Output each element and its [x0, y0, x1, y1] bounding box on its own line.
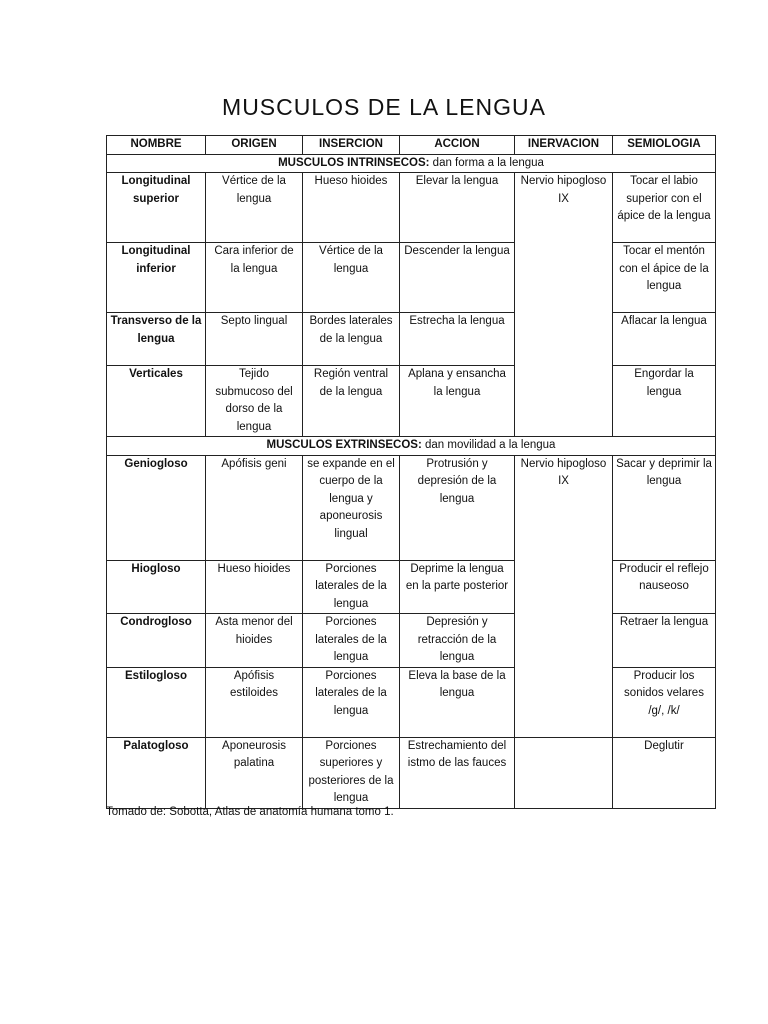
cell-accion: Estrechamiento del istmo de las fauces [400, 737, 515, 808]
cell-semiologia: Deglutir [613, 737, 716, 808]
header-semiologia: SEMIOLOGIA [613, 136, 716, 155]
cell-insercion: Bordes laterales de la lengua [303, 313, 400, 366]
cell-origen: Aponeurosis palatina [206, 737, 303, 808]
section-label: MUSCULOS EXTRINSECOS: [266, 439, 422, 451]
section-label: MUSCULOS INTRINSECOS: [278, 156, 430, 169]
cell-semiologia: Producir el reflejo nauseoso [613, 560, 716, 614]
header-inervacion: INERVACION [515, 136, 613, 155]
cell-accion: Estrecha la lengua [400, 313, 515, 366]
table-row [107, 560, 716, 614]
cell-insercion: Región ventral de la lengua [303, 366, 400, 437]
page-title: MUSCULOS DE LA LENGUA [222, 94, 546, 120]
cell-origen: Cara inferior de la lengua [206, 243, 303, 313]
section-desc: dan forma a la lengua [429, 156, 544, 169]
cell-semiologia: Sacar y deprimir la lengua [613, 455, 716, 560]
table-row [107, 667, 716, 737]
cell-inervacion-extrinsic: Nervio hipogloso IX [515, 455, 613, 737]
table-row [107, 313, 716, 366]
header-row [107, 136, 716, 155]
table-row [107, 173, 716, 243]
cell-insercion: Porciones laterales de la lengua [303, 560, 400, 614]
header-insercion: INSERCION [303, 136, 400, 155]
section-desc: dan movilidad a la lengua [421, 439, 556, 451]
cell-accion: Elevar la lengua [400, 173, 515, 243]
cell-inervacion-intrinsic: Nervio hipogloso IX [515, 173, 613, 437]
cell-nombre: Longitudinal superior [107, 173, 206, 243]
cell-semiologia: Engordar la lengua [613, 366, 716, 437]
header-accion: ACCION [400, 136, 515, 155]
cell-insercion: Porciones laterales de la lengua [303, 614, 400, 668]
cell-accion: Eleva la base de la lengua [400, 667, 515, 737]
cell-origen: Apófisis estiloides [206, 667, 303, 737]
header-nombre: NOMBRE [107, 136, 206, 155]
cell-accion: Aplana y ensancha la lengua [400, 366, 515, 437]
cell-origen: Apófisis geni [206, 455, 303, 560]
cell-accion: Descender la lengua [400, 243, 515, 313]
cell-insercion: Porciones laterales de la lengua [303, 667, 400, 737]
cell-insercion: Porciones superiores y posteriores de la lengua [303, 737, 400, 808]
cell-origen: Hueso hioides [206, 560, 303, 614]
cell-nombre: Estilogloso [107, 667, 206, 737]
cell-semiologia: Tocar el labio superior con el ápice de la lengua [613, 173, 716, 243]
cell-nombre: Longitudinal inferior [107, 243, 206, 313]
muscles-table [106, 135, 716, 809]
table-row [107, 455, 716, 560]
table-row [107, 243, 716, 313]
cell-accion: Deprime la lengua en la parte posterior [400, 560, 515, 614]
cell-insercion: Vértice de la lengua [303, 243, 400, 313]
cell-nombre: Condrogloso [107, 614, 206, 668]
section-row-intrinsic [107, 154, 716, 173]
cell-semiologia: Aflacar la lengua [613, 313, 716, 366]
cell-semiologia: Producir los sonidos velares /g/, /k/ [613, 667, 716, 737]
table-row [107, 366, 716, 437]
table-row [107, 737, 716, 808]
cell-semiologia: Retraer la lengua [613, 614, 716, 668]
section-row-extrinsic [107, 437, 716, 456]
cell-origen: Septo lingual [206, 313, 303, 366]
cell-insercion: se expande en el cuerpo de la lengua y aponeurosis lingual [303, 455, 400, 560]
cell-accion: Depresión y retracción de la lengua [400, 614, 515, 668]
table-row [107, 614, 716, 668]
cell-insercion: Hueso hioides [303, 173, 400, 243]
cell-nombre: Transverso de la lengua [107, 313, 206, 366]
cell-nombre: Palatogloso [107, 737, 206, 808]
cell-origen: Asta menor del hioides [206, 614, 303, 668]
header-origen: ORIGEN [206, 136, 303, 155]
cell-nombre: Hiogloso [107, 560, 206, 614]
section-extrinsic [107, 437, 716, 456]
cell-inervacion [515, 737, 613, 808]
source-caption: Tomado de: Sobotta, Atlas de anatomía humana tomo 1. [106, 806, 394, 818]
cell-origen: Vértice de la lengua [206, 173, 303, 243]
cell-nombre: Verticales [107, 366, 206, 437]
cell-semiologia: Tocar el mentón con el ápice de la lengua [613, 243, 716, 313]
cell-accion: Protrusión y depresión de la lengua [400, 455, 515, 560]
cell-nombre: Geniogloso [107, 455, 206, 560]
section-intrinsic [107, 154, 716, 173]
cell-origen: Tejido submucoso del dorso de la lengua [206, 366, 303, 437]
